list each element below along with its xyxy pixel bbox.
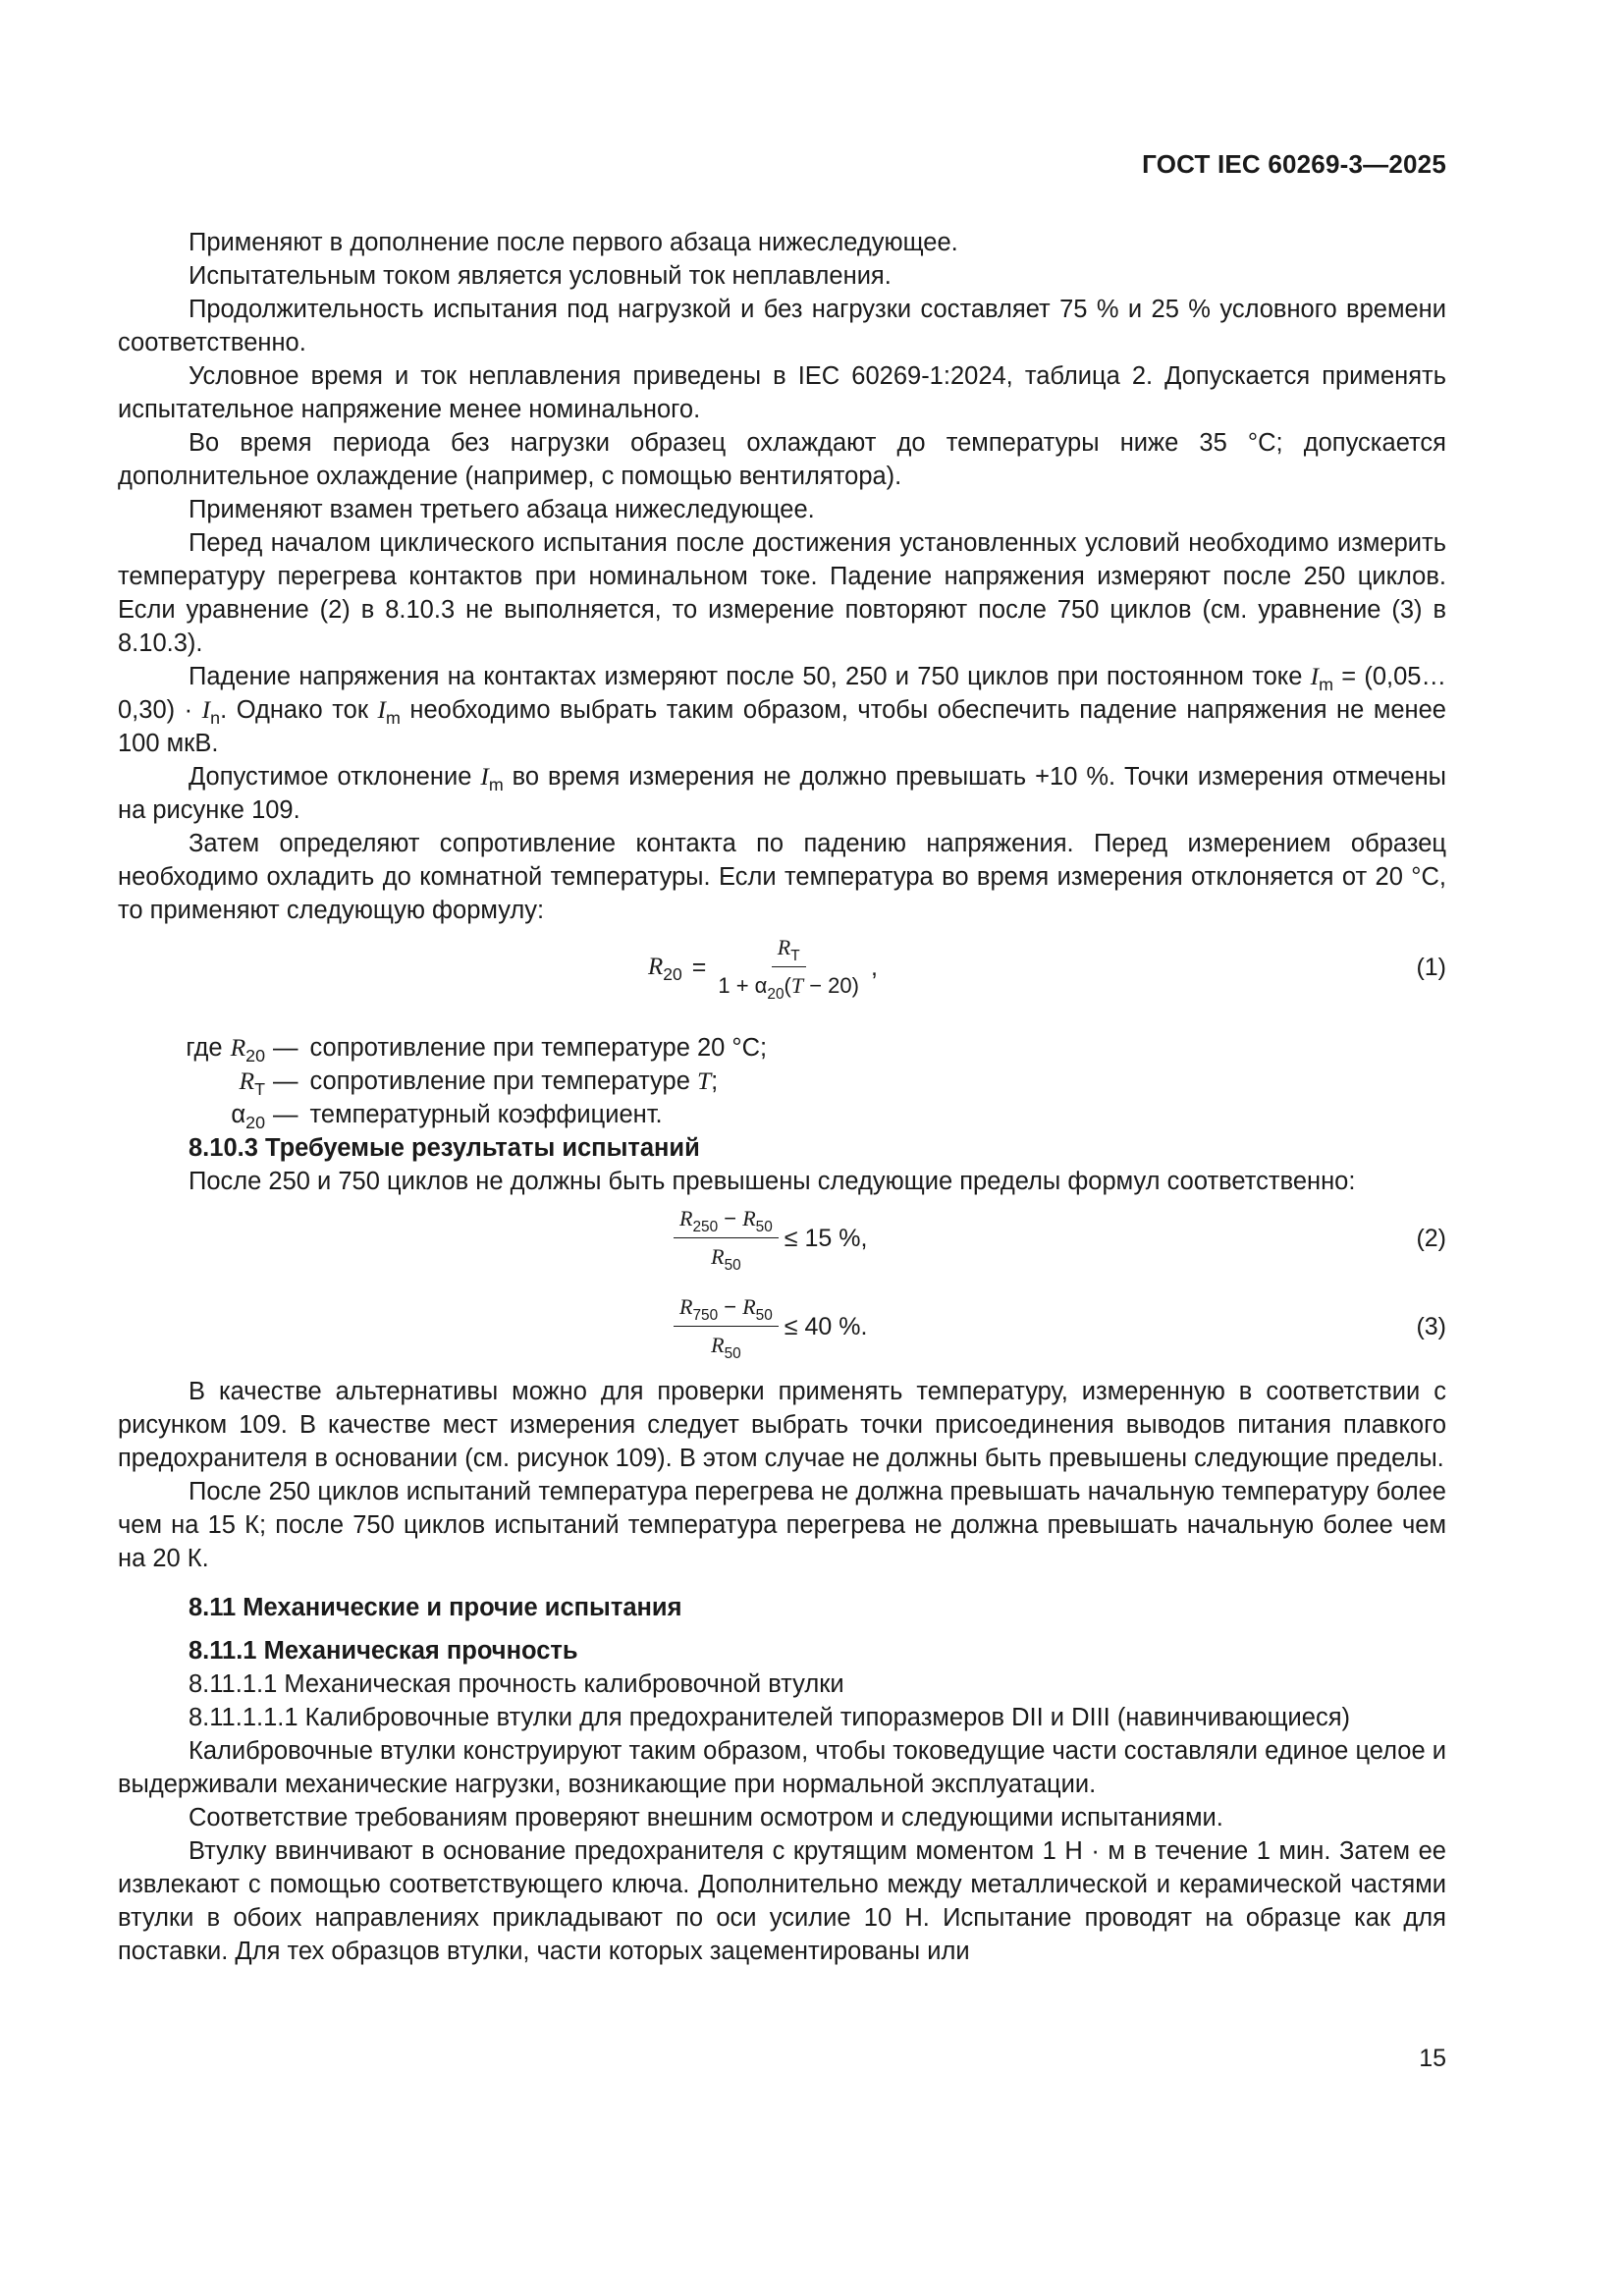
clause-title: 8.11.1.1 Механическая прочность калибровочной втулки xyxy=(189,1670,844,1698)
paragraph: После 250 и 750 циклов не должны быть превышены следующие пределы формул соответственно: xyxy=(189,1168,1356,1195)
where-item: $R_T$ — сопротивление при температуре T; xyxy=(239,1066,719,1099)
document-body xyxy=(118,226,1446,1968)
clause-title: 8.11.1.1.1 Калибровочные втулки для предохранителей типоразмеров DII и DIII (навинчивающиеся) xyxy=(189,1704,1351,1731)
paragraph: Условное время и ток неплавления приведены в IEC 60269-1:2024, таблица 2. Допускается применять испытательное напряжение менее номинального. xyxy=(118,362,1446,423)
where-item: $\alpha_{20}$ — температурный коэффициент. xyxy=(231,1101,663,1132)
formula-3: $\frac{R_{750} - R_{50}}{R_{50}}$ ≤ 40 %. (3) xyxy=(118,1286,1446,1375)
paragraph-current-measurement: Падение напряжения на контактах измеряют после 50, 250 и 750 циклов при постоянном токе $I_m$ = (0,05…0,30) · $I_n$. Однако ток $I_m$ необходимо выбрать таким образом, чтобы обеспечить падение напряжения не менее 100 мкВ. xyxy=(118,662,1446,757)
paragraph: Втулку ввинчивают в основание предохранителя с крутящим моментом 1 Н · м в течение 1 мин. Затем ее извлекают с помощью соответствующего ключа. Дополнительно между металлической и керамической частями втулки в обоих направлениях прикладывают по оси усилие 10 Н. Испытание проводят на образце как для поставки. Для тех образцов втулки, части которых зацементированы или xyxy=(118,1837,1446,1965)
paragraph-deviation: Допустимое отклонение $I_m$ во время измерения не должно превышать +10 %. Точки измерения отмечены на рисунке 109. xyxy=(118,762,1446,824)
paragraph: Применяют в дополнение после первого абзаца нижеследующее. xyxy=(189,229,958,256)
formula-number: (3) xyxy=(1416,1313,1446,1340)
where-list xyxy=(118,1031,1446,1131)
section-heading: 8.11 Механические и прочие испытания xyxy=(189,1594,682,1621)
paragraph: Затем определяют сопротивление контакта по падению напряжения. Перед измерением образец необходимо охладить до комнатной температуры. Если температура во время измерения отклоняется от 20 °С, то применяют следующую формулу: xyxy=(118,830,1446,924)
formula-number: (2) xyxy=(1416,1225,1446,1252)
formula-2: $\frac{R_{250} - R_{50}}{R_{50}}$ ≤ 15 %, (2) xyxy=(118,1198,1446,1286)
paragraph: Испытательным током является условный ток неплавления. xyxy=(189,262,892,290)
paragraph: Применяют взамен третьего абзаца нижеследующее. xyxy=(189,496,815,523)
formula-number: (1) xyxy=(1416,954,1446,981)
paragraph: В качестве альтернативы можно для проверки применять температуру, измеренную в соответствии с рисунком 109. В качестве мест измерения следует выбрать точки присоединения выводов питания плавкого предохранителя в основании (см. рисунок 109). В этом случае не должны быть превышены следующие пределы. xyxy=(118,1378,1446,1472)
section-heading: 8.10.3 Требуемые результаты испытаний xyxy=(189,1134,700,1162)
formula-1: $R_{20}$ = $\frac{R_T}{1 + \alpha_{20}(T - 20)}$ , (1) xyxy=(118,927,1446,1021)
paragraph: Продолжительность испытания под нагрузкой и без нагрузки составляет 75 % и 25 % условного времени соответственно. xyxy=(118,296,1446,356)
where-item: где $R_{20}$ — сопротивление при температуре 20 °С; xyxy=(186,1033,768,1066)
document-header: ГОСТ IEC 60269-3—2025 xyxy=(1142,149,1446,179)
paragraph: Калибровочные втулки конструируют таким образом, чтобы токоведущие части составляли единое целое и выдерживали механические нагрузки, возникающие при нормальной эксплуатации. xyxy=(118,1737,1446,1798)
paragraph: Перед началом циклического испытания после достижения установленных условий необходимо измерить температуру перегрева контактов при номинальном токе. Падение напряжения измеряют после 250 циклов. Если уравнение (2) в 8.10.3 не выполняется, то измерение повторяют после 750 циклов (см. уравнение (3) в 8.10.3). xyxy=(118,529,1446,657)
page-number: 15 xyxy=(1419,2045,1446,2072)
paragraph: Соответствие требованиям проверяют внешним осмотром и следующими испытаниями. xyxy=(189,1804,1223,1831)
paragraph: После 250 циклов испытаний температура перегрева не должна превышать начальную температуру более чем на 15 К; после 750 циклов испытаний температура перегрева не должна превышать начальную более чем на 20 К. xyxy=(118,1478,1446,1572)
subsection-heading: 8.11.1 Механическая прочность xyxy=(189,1637,578,1665)
paragraph: Во время периода без нагрузки образец охлаждают до температуры ниже 35 °С; допускается дополнительное охлаждение (например, с помощью вентилятора). xyxy=(118,429,1446,490)
